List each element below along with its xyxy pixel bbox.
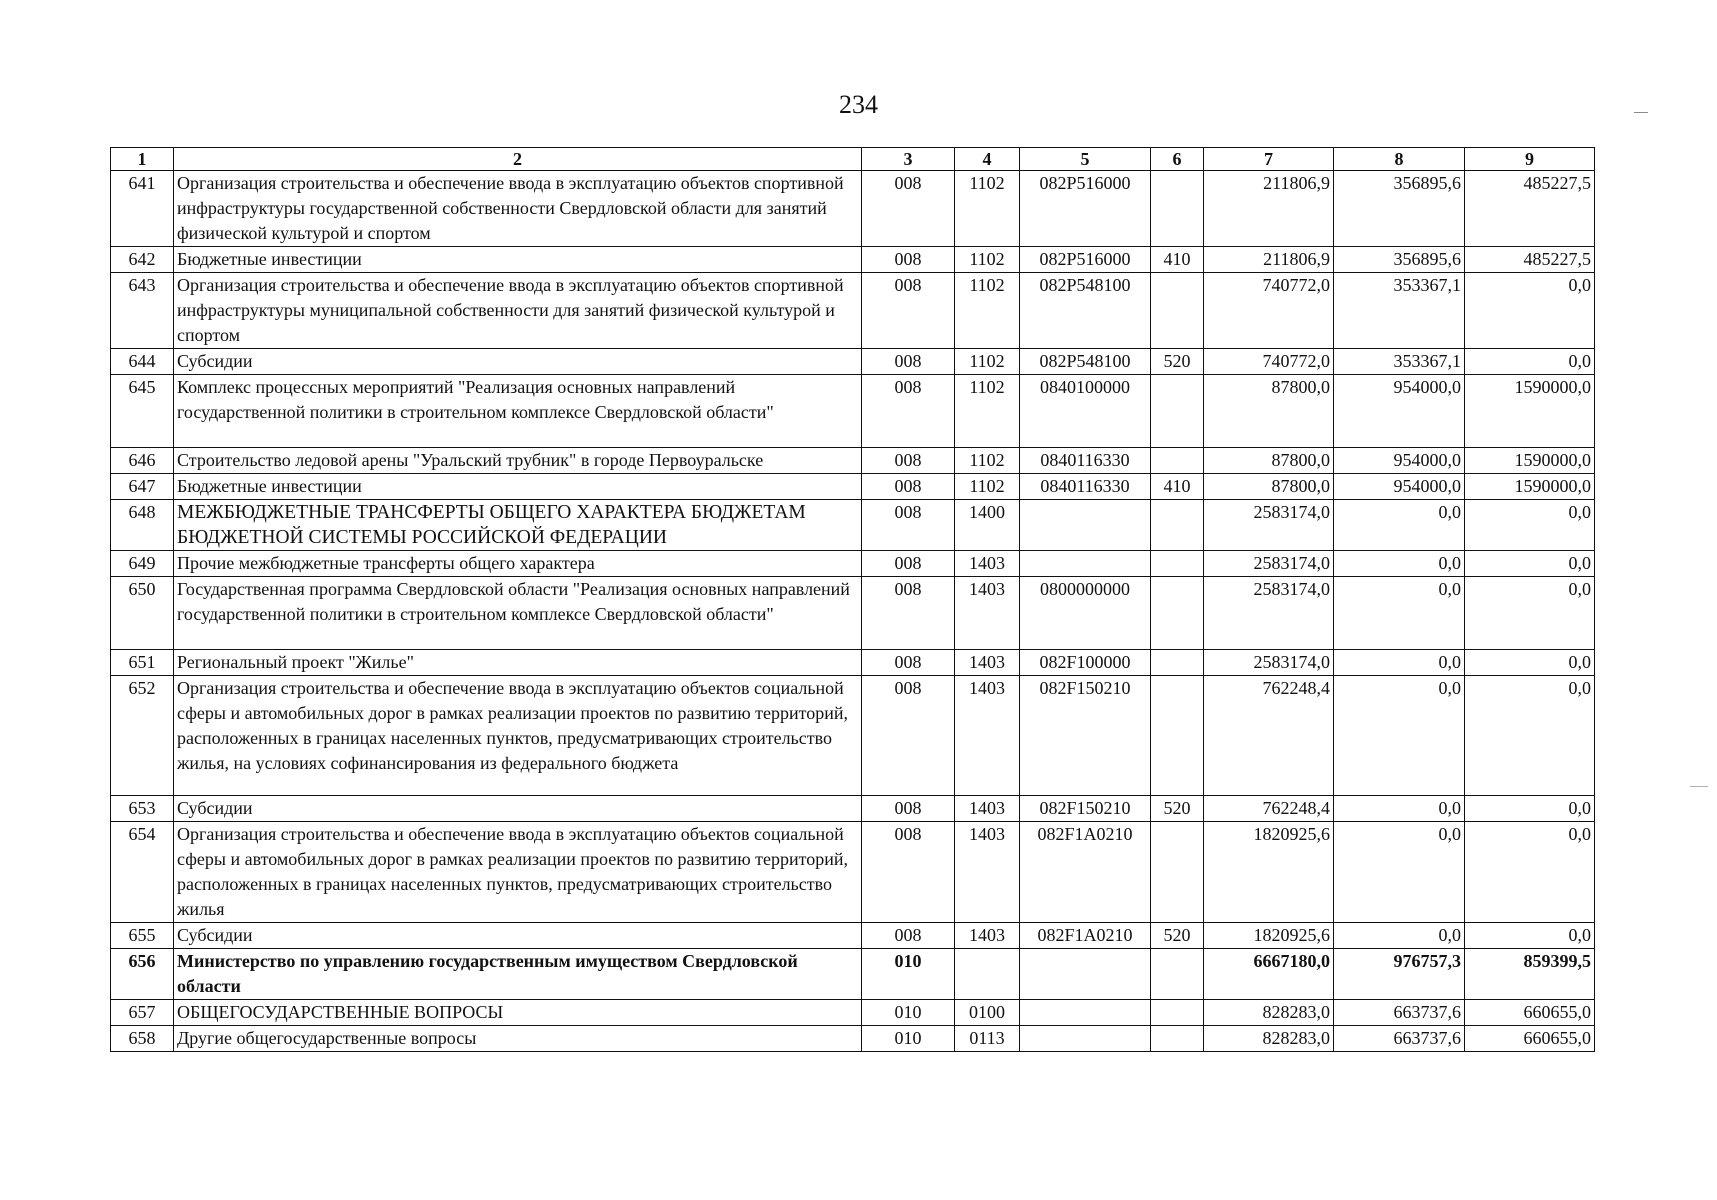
table-row — [111, 577, 1595, 650]
row-name-cell: Другие общегосударственные вопросы — [174, 1026, 862, 1052]
header-cell: 8 — [1334, 148, 1465, 171]
section-code-cell: 1403 — [955, 923, 1020, 949]
amount-cell: 211806,9 — [1204, 171, 1334, 247]
target-code-cell — [1020, 500, 1151, 551]
target-code-cell: 082F150210 — [1020, 796, 1151, 822]
section-code-cell: 1400 — [955, 500, 1020, 551]
header-cell: 7 — [1204, 148, 1334, 171]
ministry-code-cell: 010 — [862, 1000, 955, 1026]
row-name-cell: ОБЩЕГОСУДАРСТВЕННЫЕ ВОПРОСЫ — [174, 1000, 862, 1026]
amount-cell: 6667180,0 — [1204, 949, 1334, 1000]
table-row — [111, 448, 1595, 474]
section-code-cell: 1102 — [955, 273, 1020, 349]
amount-cell: 0,0 — [1465, 822, 1595, 923]
target-code-cell: 082F1A0210 — [1020, 923, 1151, 949]
row-name-cell: Организация строительства и обеспечение ввода в эксплуатацию объектов социальной сферы и автомобильных дорог в рамках реализации проектов по развитию территорий, расположенных в границах населенных пунктов, предусматривающих строительство жилья — [174, 822, 862, 923]
ministry-code-cell: 008 — [862, 822, 955, 923]
section-code-cell: 0113 — [955, 1026, 1020, 1052]
amount-cell: 0,0 — [1465, 273, 1595, 349]
table-row — [111, 247, 1595, 273]
row-number-cell: 658 — [111, 1026, 174, 1052]
row-name-cell: Организация строительства и обеспечение ввода в эксплуатацию объектов спортивной инфраструктуры муниципальной собственности для занятий физической культурой и спортом — [174, 273, 862, 349]
amount-cell: 356895,6 — [1334, 171, 1465, 247]
table-row — [111, 551, 1595, 577]
amount-cell: 1820925,6 — [1204, 822, 1334, 923]
amount-cell: 663737,6 — [1334, 1000, 1465, 1026]
amount-cell: 1820925,6 — [1204, 923, 1334, 949]
expense-type-cell — [1151, 551, 1204, 577]
amount-cell: 976757,3 — [1334, 949, 1465, 1000]
amount-cell: 828283,0 — [1204, 1026, 1334, 1052]
amount-cell: 859399,5 — [1465, 949, 1595, 1000]
section-code-cell: 1403 — [955, 551, 1020, 577]
expense-type-cell — [1151, 577, 1204, 650]
table-row — [111, 650, 1595, 676]
section-code-cell: 1403 — [955, 822, 1020, 923]
header-cell: 2 — [174, 148, 862, 171]
amount-cell: 0,0 — [1334, 577, 1465, 650]
target-code-cell — [1020, 1026, 1151, 1052]
amount-cell: 740772,0 — [1204, 349, 1334, 375]
table-row — [111, 1026, 1595, 1052]
row-number-cell: 644 — [111, 349, 174, 375]
table-row — [111, 474, 1595, 500]
expense-type-cell — [1151, 273, 1204, 349]
target-code-cell: 0800000000 — [1020, 577, 1151, 650]
table-row — [111, 171, 1595, 247]
amount-cell: 0,0 — [1334, 923, 1465, 949]
expense-type-cell: 520 — [1151, 349, 1204, 375]
expense-type-cell — [1151, 500, 1204, 551]
row-number-cell: 649 — [111, 551, 174, 577]
row-number-cell: 653 — [111, 796, 174, 822]
budget-table — [110, 147, 1595, 1052]
amount-cell: 0,0 — [1465, 551, 1595, 577]
section-code-cell: 1403 — [955, 796, 1020, 822]
row-number-cell: 642 — [111, 247, 174, 273]
expense-type-cell — [1151, 676, 1204, 796]
expense-type-cell: 520 — [1151, 796, 1204, 822]
amount-cell: 954000,0 — [1334, 448, 1465, 474]
amount-cell: 2583174,0 — [1204, 551, 1334, 577]
target-code-cell: 082F150210 — [1020, 676, 1151, 796]
amount-cell: 1590000,0 — [1465, 375, 1595, 448]
row-number-cell: 647 — [111, 474, 174, 500]
header-cell: 9 — [1465, 148, 1595, 171]
ministry-code-cell: 008 — [862, 500, 955, 551]
section-code-cell: 1403 — [955, 676, 1020, 796]
amount-cell: 0,0 — [1465, 923, 1595, 949]
section-code-cell: 1102 — [955, 171, 1020, 247]
row-name-cell: Организация строительства и обеспечение ввода в эксплуатацию объектов спортивной инфраструктуры государственной собственности Свердловской области для занятий физической культурой и спортом — [174, 171, 862, 247]
target-code-cell — [1020, 551, 1151, 577]
row-number-cell: 646 — [111, 448, 174, 474]
amount-cell: 0,0 — [1334, 796, 1465, 822]
amount-cell: 2583174,0 — [1204, 650, 1334, 676]
ministry-code-cell: 010 — [862, 1026, 955, 1052]
amount-cell: 87800,0 — [1204, 375, 1334, 448]
row-number-cell: 651 — [111, 650, 174, 676]
row-number-cell: 643 — [111, 273, 174, 349]
expense-type-cell — [1151, 448, 1204, 474]
row-name-cell: Региональный проект "Жилье" — [174, 650, 862, 676]
target-code-cell: 082P548100 — [1020, 349, 1151, 375]
amount-cell: 762248,4 — [1204, 676, 1334, 796]
scan-mark — [1690, 786, 1708, 787]
row-number-cell: 652 — [111, 676, 174, 796]
page-number: 234 — [839, 90, 878, 119]
table-body — [111, 171, 1595, 1052]
target-code-cell: 082P516000 — [1020, 171, 1151, 247]
table-row — [111, 1000, 1595, 1026]
target-code-cell — [1020, 949, 1151, 1000]
header-cell: 4 — [955, 148, 1020, 171]
expense-type-cell — [1151, 822, 1204, 923]
ministry-code-cell: 008 — [862, 796, 955, 822]
row-name-cell: Бюджетные инвестиции — [174, 247, 862, 273]
section-code-cell: 1102 — [955, 474, 1020, 500]
expense-type-cell — [1151, 375, 1204, 448]
table-row — [111, 676, 1595, 796]
amount-cell: 1590000,0 — [1465, 448, 1595, 474]
row-number-cell: 656 — [111, 949, 174, 1000]
scan-mark — [1634, 112, 1648, 113]
row-number-cell: 645 — [111, 375, 174, 448]
amount-cell: 485227,5 — [1465, 171, 1595, 247]
table-row — [111, 500, 1595, 551]
amount-cell: 762248,4 — [1204, 796, 1334, 822]
ministry-code-cell: 008 — [862, 448, 955, 474]
amount-cell: 663737,6 — [1334, 1026, 1465, 1052]
amount-cell: 0,0 — [1334, 551, 1465, 577]
row-number-cell: 648 — [111, 500, 174, 551]
ministry-code-cell: 008 — [862, 273, 955, 349]
header-cell: 1 — [111, 148, 174, 171]
amount-cell: 2583174,0 — [1204, 577, 1334, 650]
expense-type-cell: 410 — [1151, 474, 1204, 500]
section-code-cell: 1102 — [955, 247, 1020, 273]
amount-cell: 356895,6 — [1334, 247, 1465, 273]
target-code-cell: 082P548100 — [1020, 273, 1151, 349]
target-code-cell: 082F1A0210 — [1020, 822, 1151, 923]
amount-cell: 0,0 — [1465, 500, 1595, 551]
table-row — [111, 949, 1595, 1000]
ministry-code-cell: 008 — [862, 474, 955, 500]
table-row — [111, 349, 1595, 375]
amount-cell: 0,0 — [1334, 822, 1465, 923]
ministry-code-cell: 008 — [862, 349, 955, 375]
section-code-cell: 1403 — [955, 650, 1020, 676]
row-number-cell: 657 — [111, 1000, 174, 1026]
row-name-cell: Строительство ледовой арены "Уральский трубник" в городе Первоуральске — [174, 448, 862, 474]
amount-cell: 0,0 — [1465, 349, 1595, 375]
section-code-cell — [955, 949, 1020, 1000]
row-name-cell: Министерство по управлению государственным имуществом Свердловской области — [174, 949, 862, 1000]
amount-cell: 87800,0 — [1204, 474, 1334, 500]
row-name-cell: Субсидии — [174, 349, 862, 375]
row-number-cell: 650 — [111, 577, 174, 650]
section-code-cell: 1102 — [955, 375, 1020, 448]
row-name-cell: Комплекс процессных мероприятий "Реализация основных направлений государственной политики в строительном комплексе Свердловской области" — [174, 375, 862, 448]
target-code-cell: 0840100000 — [1020, 375, 1151, 448]
amount-cell: 954000,0 — [1334, 375, 1465, 448]
expense-type-cell — [1151, 1026, 1204, 1052]
expense-type-cell — [1151, 650, 1204, 676]
expense-type-cell — [1151, 1000, 1204, 1026]
amount-cell: 1590000,0 — [1465, 474, 1595, 500]
amount-cell: 660655,0 — [1465, 1026, 1595, 1052]
amount-cell: 353367,1 — [1334, 273, 1465, 349]
amount-cell: 0,0 — [1465, 577, 1595, 650]
amount-cell: 954000,0 — [1334, 474, 1465, 500]
section-code-cell: 1403 — [955, 577, 1020, 650]
table-row — [111, 822, 1595, 923]
target-code-cell: 0840116330 — [1020, 474, 1151, 500]
amount-cell: 87800,0 — [1204, 448, 1334, 474]
table-row — [111, 273, 1595, 349]
amount-cell: 0,0 — [1334, 676, 1465, 796]
target-code-cell — [1020, 1000, 1151, 1026]
amount-cell: 660655,0 — [1465, 1000, 1595, 1026]
row-name-cell: Субсидии — [174, 796, 862, 822]
target-code-cell: 082P516000 — [1020, 247, 1151, 273]
target-code-cell: 0840116330 — [1020, 448, 1151, 474]
row-number-cell: 655 — [111, 923, 174, 949]
amount-cell: 0,0 — [1465, 676, 1595, 796]
amount-cell: 0,0 — [1465, 796, 1595, 822]
expense-type-cell — [1151, 949, 1204, 1000]
ministry-code-cell: 008 — [862, 247, 955, 273]
table-row — [111, 796, 1595, 822]
row-name-cell: МЕЖБЮДЖЕТНЫЕ ТРАНСФЕРТЫ ОБЩЕГО ХАРАКТЕРА БЮДЖЕТАМ БЮДЖЕТНОЙ СИСТЕМЫ РОССИЙСКОЙ ФЕДЕРАЦИИ — [174, 500, 862, 551]
amount-cell: 211806,9 — [1204, 247, 1334, 273]
amount-cell: 740772,0 — [1204, 273, 1334, 349]
ministry-code-cell: 010 — [862, 949, 955, 1000]
header-cell: 3 — [862, 148, 955, 171]
expense-type-cell: 520 — [1151, 923, 1204, 949]
expense-type-cell — [1151, 171, 1204, 247]
section-code-cell: 1102 — [955, 448, 1020, 474]
row-name-cell: Прочие межбюджетные трансферты общего характера — [174, 551, 862, 577]
row-number-cell: 654 — [111, 822, 174, 923]
section-code-cell: 0100 — [955, 1000, 1020, 1026]
target-code-cell: 082F100000 — [1020, 650, 1151, 676]
amount-cell: 0,0 — [1334, 650, 1465, 676]
expense-type-cell: 410 — [1151, 247, 1204, 273]
ministry-code-cell: 008 — [862, 171, 955, 247]
ministry-code-cell: 008 — [862, 650, 955, 676]
section-code-cell: 1102 — [955, 349, 1020, 375]
amount-cell: 353367,1 — [1334, 349, 1465, 375]
ministry-code-cell: 008 — [862, 577, 955, 650]
table-row — [111, 923, 1595, 949]
header-cell: 5 — [1020, 148, 1151, 171]
table-row — [111, 375, 1595, 448]
row-name-cell: Государственная программа Свердловской области "Реализация основных направлений государственной политики в строительном комплексе Свердловской области" — [174, 577, 862, 650]
row-name-cell: Субсидии — [174, 923, 862, 949]
ministry-code-cell: 008 — [862, 551, 955, 577]
amount-cell: 0,0 — [1465, 650, 1595, 676]
header-row — [111, 148, 1595, 171]
amount-cell: 0,0 — [1334, 500, 1465, 551]
row-name-cell: Бюджетные инвестиции — [174, 474, 862, 500]
ministry-code-cell: 008 — [862, 676, 955, 796]
row-name-cell: Организация строительства и обеспечение ввода в эксплуатацию объектов социальной сферы и автомобильных дорог в рамках реализации проектов по развитию территорий, расположенных в границах населенных пунктов, предусматривающих строительство жилья, на условиях софинансирования из федерального бюджета — [174, 676, 862, 796]
amount-cell: 828283,0 — [1204, 1000, 1334, 1026]
header-cell: 6 — [1151, 148, 1204, 171]
ministry-code-cell: 008 — [862, 375, 955, 448]
ministry-code-cell: 008 — [862, 923, 955, 949]
row-number-cell: 641 — [111, 171, 174, 247]
amount-cell: 2583174,0 — [1204, 500, 1334, 551]
amount-cell: 485227,5 — [1465, 247, 1595, 273]
